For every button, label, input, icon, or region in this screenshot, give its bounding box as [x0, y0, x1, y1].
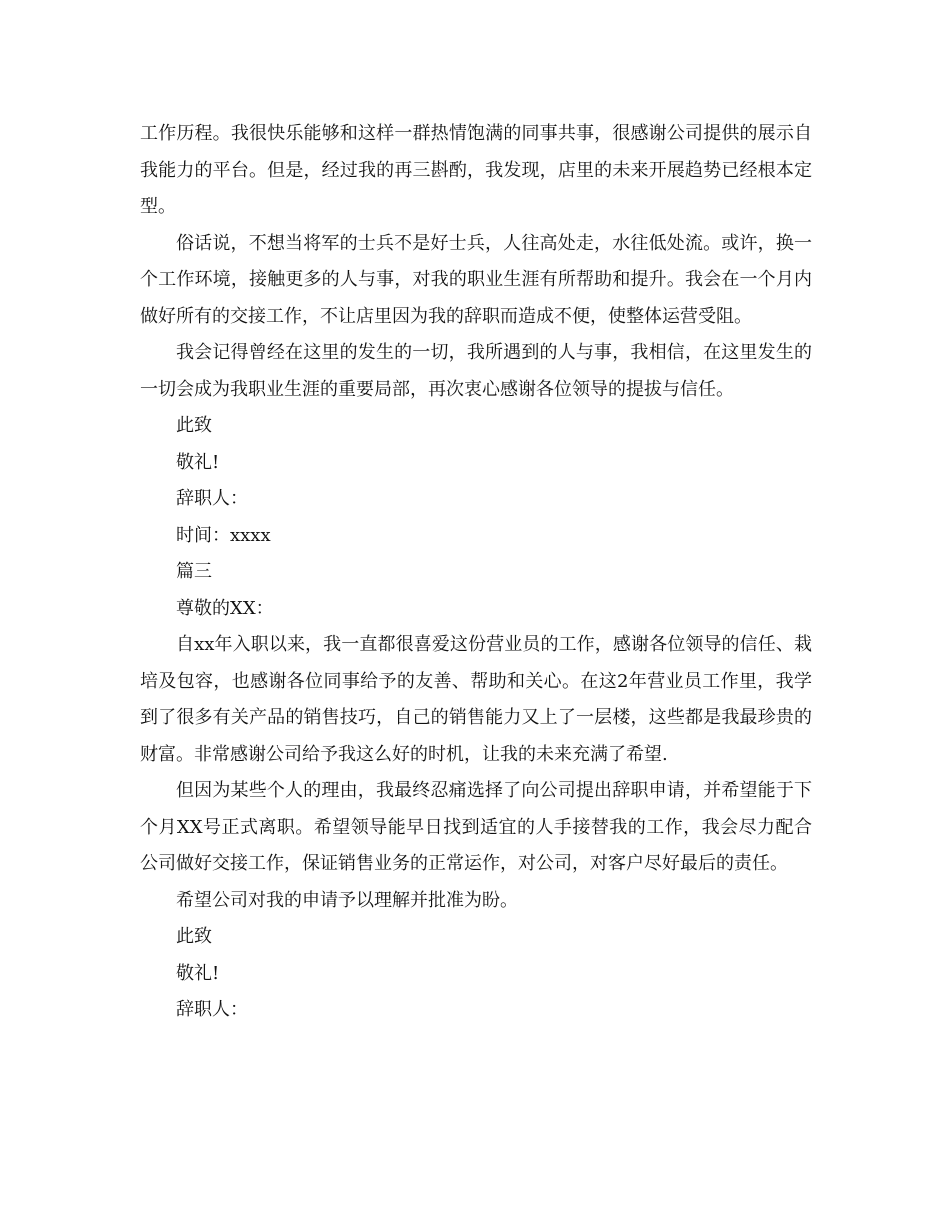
- paragraph-gratitude: 我会记得曾经在这里的发生的一切，我所遇到的人与事，我相信，在这里发生的一切会成为我职业生涯的重要局部，再次衷心感谢各位领导的提拔与信任。: [140, 342, 812, 400]
- paragraph-hope: 希望公司对我的申请予以理解并批准为盼。: [176, 889, 518, 911]
- paragraph-continuation: 工作历程。我很快乐能够和这样一群热情饱满的同事共事，很感谢公司提供的展示自我能力的平台。但是，经过我的再三斟酌，我发现，店里的未来开展趋势已经根本定型。: [140, 123, 812, 217]
- signature-line: 辞职人：: [176, 999, 248, 1020]
- paragraph-resignation-request: 但因为某些个人的理由，我最终忍痛选择了向公司提出辞职申请，并希望能于下个月XX号正式离职。希望领导能早日找到适宜的人手接替我的工作，我会尽力配合公司做好交接工作，保证销售业务的正常运作，对公司，对客户尽好最后的责任。: [140, 780, 812, 874]
- date-line: 时间：xxxx: [176, 524, 271, 546]
- document-body: [140, 116, 812, 1029]
- paragraph-introduction: 自xx年入职以来，我一直都很喜爱这份营业员的工作，感谢各位领导的信任、栽培及包容，也感谢各位同事给予的友善、帮助和关心。在这2年营业员工作里，我学到了很多有关产品的销售技巧，自己的销售能力又上了一层楼，这些都是我最珍贵的财富。非常感谢公司给予我这么好的时机，让我的未来充满了希望.: [140, 634, 812, 765]
- section-heading: 篇三: [176, 561, 212, 582]
- greeting-line: 尊敬的XX：: [176, 597, 274, 619]
- closing-regards: 敬礼!: [176, 962, 220, 984]
- paragraph-reason: 俗话说，不想当将军的士兵不是好士兵，人往高处走，水往低处流。或许，换一个工作环境，接触更多的人与事，对我的职业生涯有所帮助和提升。我会在一个月内做好所有的交接工作，不让店里因为我的辞职而造成不便，使整体运营受阻。: [140, 232, 812, 327]
- signature-line: 辞职人：: [176, 488, 248, 509]
- closing-salutation: 此致: [176, 926, 212, 947]
- closing-regards: 敬礼!: [176, 451, 220, 473]
- closing-salutation: 此致: [176, 415, 212, 436]
